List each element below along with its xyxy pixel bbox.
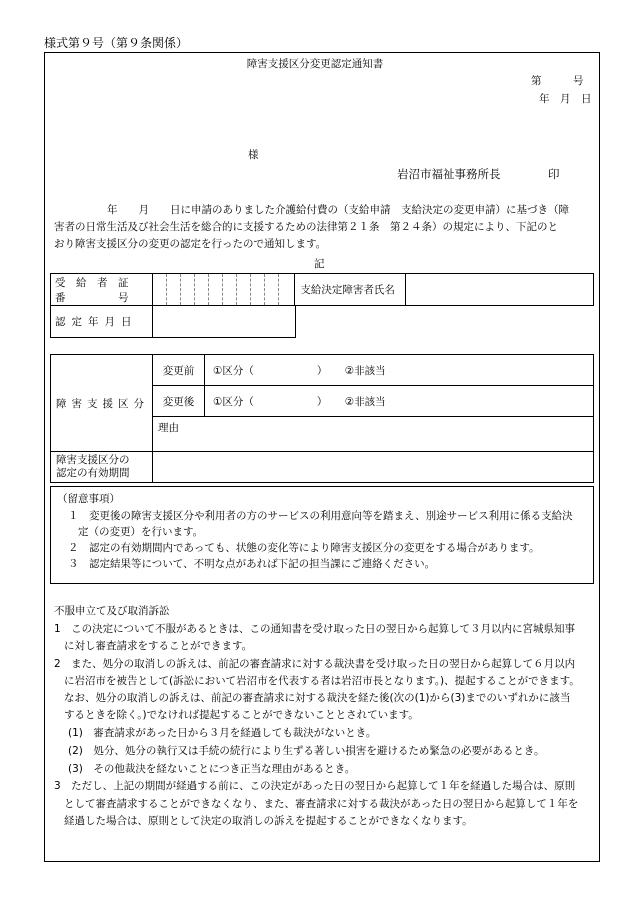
date-label: 年 月 日 <box>539 93 592 105</box>
seal-mark: 印 <box>548 167 560 181</box>
cert-digit-10[interactable] <box>279 274 295 306</box>
before-option-na[interactable]: ②非該当 <box>344 364 386 377</box>
cert-digit-1[interactable] <box>153 274 167 306</box>
cert-digit-6[interactable] <box>223 274 237 306</box>
after-label: 変更後 <box>153 386 205 417</box>
appeal-sub-3: (3) その他裁決を経ないことにつき正当な理由があるとき。 <box>68 763 356 775</box>
category-table <box>50 354 594 483</box>
ki-label: 記 <box>314 258 325 270</box>
appeal-sub-2: (2) 処分、処分の執行又は手続の続行により生ずる著しい損害を避けるため緊急の必要があるとき。 <box>68 745 545 757</box>
form-number: 様式第９号（第９条関係） <box>44 36 189 50</box>
issuer-name: 岩沼市福祉事務所長 <box>397 167 501 181</box>
notes-item-3: ３ 認定結果等について、不明な点があれば下記の担当課にご連絡ください。 <box>68 558 436 570</box>
appeal-p3-line-3: 経過した場合は、原則として決定の取消しの訴えを提起することができなくなります。 <box>64 815 473 827</box>
addressee-suffix: 様 <box>248 149 259 161</box>
person-name-label: 支給決定障害者氏名 <box>295 274 405 306</box>
recipient-cert-label-cell <box>51 274 153 306</box>
category-label: 障害支援区分 <box>56 397 149 410</box>
cert-digit-5[interactable] <box>209 274 223 306</box>
number-label: 第 号 <box>531 75 584 87</box>
before-option-category[interactable]: ①区分（ ） <box>213 364 328 377</box>
after-options[interactable] <box>205 386 594 417</box>
cert-date-table <box>50 305 296 338</box>
cert-date-field[interactable] <box>152 306 295 338</box>
intro-line-1: 年 月 日に申請のありました介護給付費の（支給申請 支給決定の変更申請）に基づき（障 <box>107 204 569 216</box>
appeal-p1-line-1: 1 この決定について不服があるときは、この通知書を受け取った日の翌日から起算して３月以内に宮城県知事 <box>54 623 575 635</box>
cert-date-label-cell <box>51 306 153 338</box>
appeal-p2-line-2: に岩沼市を被告として(訴訟において岩沼市を代表する者は岩沼市長となります。)、提起することができます。 <box>64 675 580 687</box>
recipient-cert-label-2: 番 号 <box>55 291 129 304</box>
cert-digit-3[interactable] <box>181 274 195 306</box>
appeal-p3-line-1: 3 ただし、上記の期間が経過する前に、この決定があった日の翌日から起算して１年を経過した場合は、原則 <box>54 780 576 792</box>
reason-label: 理由 <box>158 422 179 434</box>
recipient-table <box>50 273 594 306</box>
intro-line-2: 害者の日常生活及び社会生活を総合的に支援するための法律第２１条 第２４条）の規定により、下記のと <box>54 221 558 233</box>
appeal-heading: 不服申立て及び取消訴訟 <box>54 605 170 617</box>
cert-digit-8[interactable] <box>251 274 265 306</box>
cert-digit-7[interactable] <box>237 274 251 306</box>
person-name-field[interactable] <box>405 274 593 306</box>
cert-digit-4[interactable] <box>195 274 209 306</box>
after-option-category[interactable]: ①区分（ ） <box>213 395 328 408</box>
cert-digit-2[interactable] <box>167 274 181 306</box>
notes-item-1-line-1: １ 変更後の障害支援区分や利用者の方のサービスの利用意向等を踏まえ、別途サービス利用に係る支給決 <box>68 510 573 522</box>
notes-heading: （留意事項） <box>57 493 120 505</box>
validity-field[interactable] <box>153 452 594 483</box>
recipient-cert-label-1: 受 給 者 証 <box>55 276 129 289</box>
after-option-na[interactable]: ②非該当 <box>344 395 386 408</box>
cert-digit-9[interactable] <box>265 274 279 306</box>
validity-label-2: 認定の有効期間 <box>56 467 130 479</box>
validity-label-cell <box>51 452 153 483</box>
appeal-p1-line-2: に対し審査請求をすることができます。 <box>64 640 253 652</box>
reason-field[interactable] <box>153 417 594 452</box>
before-options[interactable] <box>205 355 594 386</box>
document-title: 障害支援区分変更認定通知書 <box>246 58 384 70</box>
intro-line-3: おり障害支援区分の変更の認定を行ったので通知します。 <box>54 238 327 250</box>
notes-item-1-line-2: 定（の変更）を行います。 <box>78 526 204 538</box>
appeal-p3-line-2: として審査請求することができなくなり、また、審査請求に対する裁決があった日の翌日から起算して１年を <box>64 798 579 810</box>
appeal-sub-1: (1) 審査請求があった日から３月を経過しても裁決がないとき。 <box>68 727 377 739</box>
appeal-p2-line-3: なお、処分の取消しの訴えは、前記の審査請求に対する裁決を経た後(次の(1)から(3)までのいずれかに該当 <box>64 692 571 704</box>
notes-item-2: ２ 認定の有効期間内であっても、状態の変化等により障害支援区分の変更をする場合があります。 <box>68 542 540 554</box>
appeal-p2-line-4: するときを除く。)でなければ提起することができないこととされています。 <box>64 709 419 721</box>
validity-label-1: 障害支援区分の <box>56 453 130 466</box>
category-label-cell <box>51 355 153 452</box>
before-label: 変更前 <box>153 355 205 386</box>
appeal-p2-line-1: 2 また、処分の取消しの訴えは、前記の審査請求に対する裁決書を受け取った日の翌日から起算して６月以内 <box>54 658 576 670</box>
cert-date-label: 認定年月日 <box>55 316 138 328</box>
